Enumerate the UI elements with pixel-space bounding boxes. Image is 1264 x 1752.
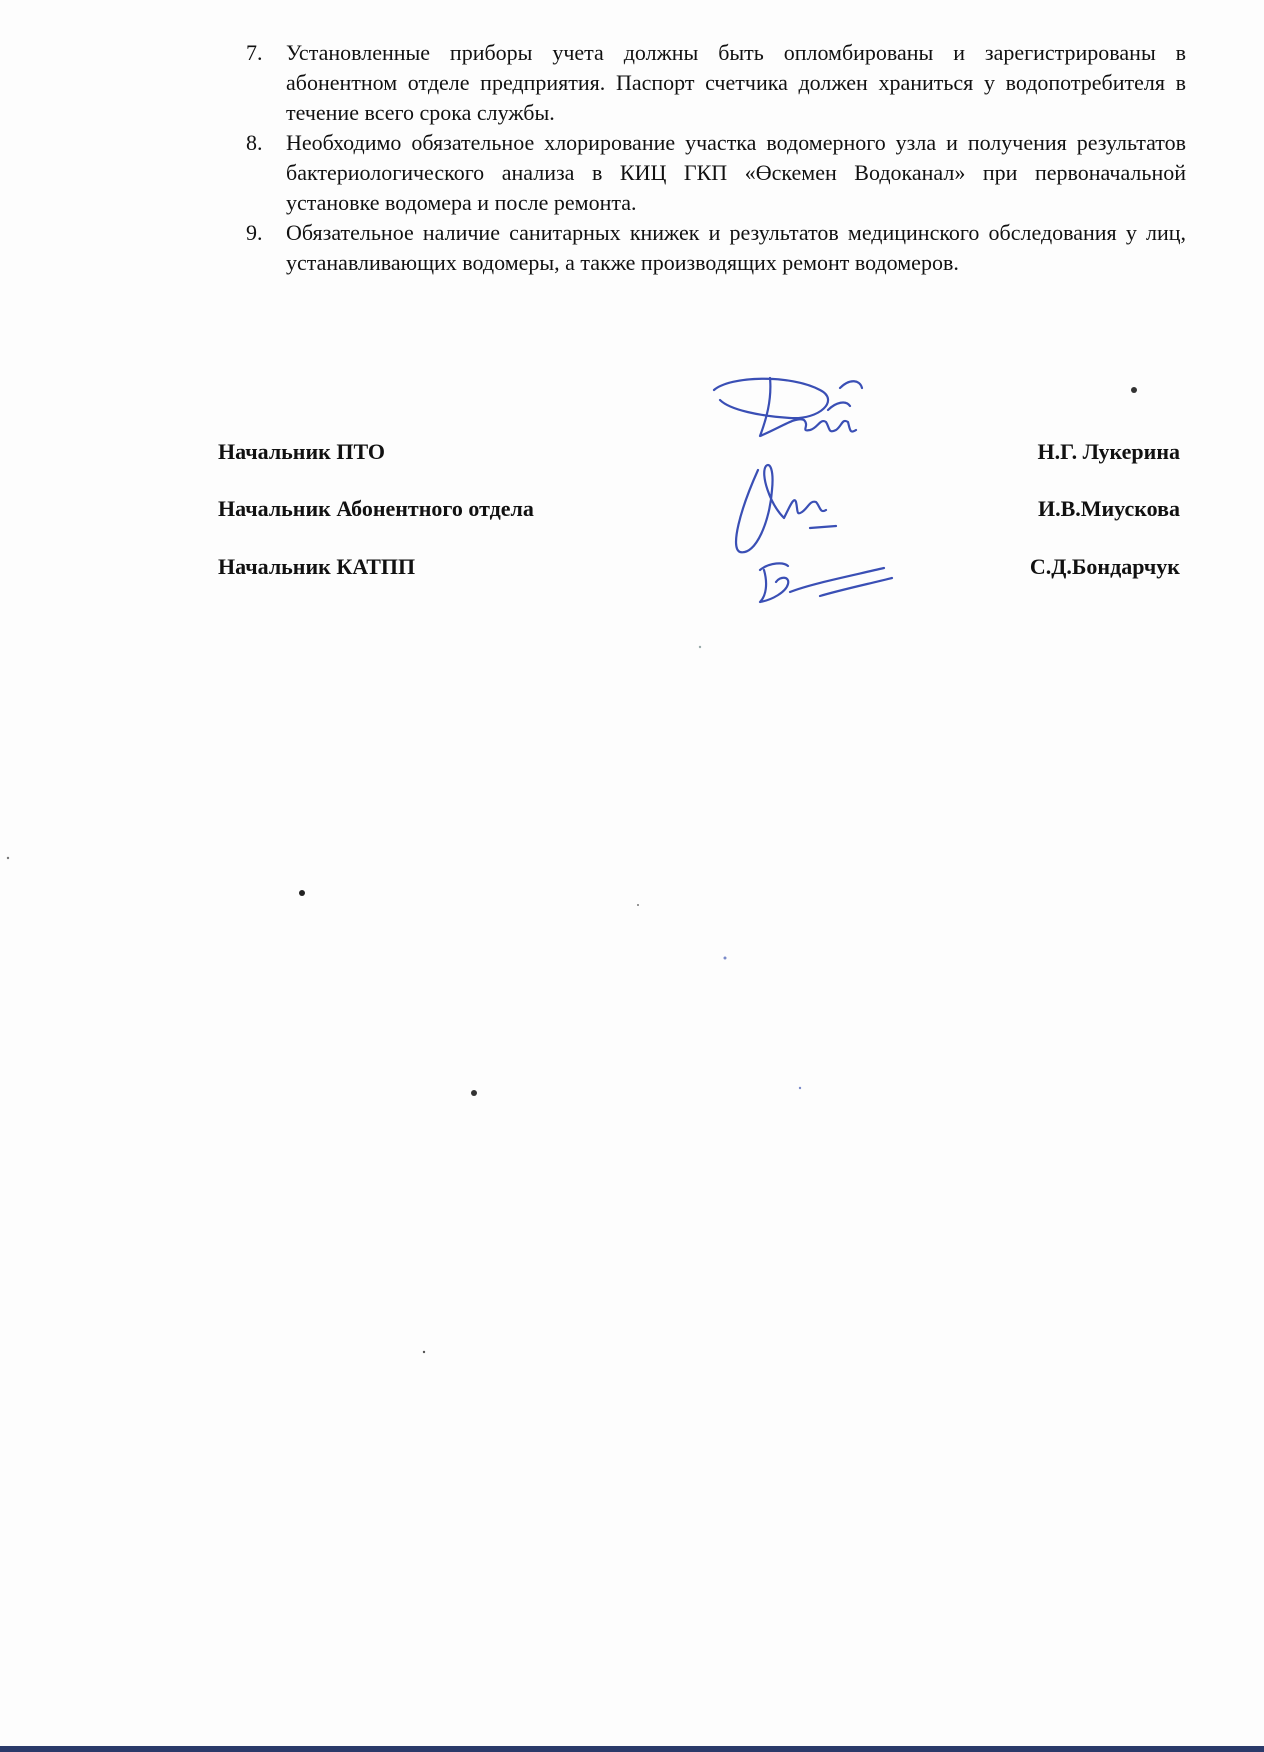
signatory-name: И.В.Миускова — [1037, 496, 1180, 521]
list-item-number: 9. — [246, 220, 263, 245]
list-item — [246, 218, 1186, 278]
signatory-name: Н.Г. Лукерина — [1037, 439, 1180, 464]
signatory-row-subscriber-dept — [218, 494, 1180, 524]
scan-bottom-edge — [0, 1746, 1264, 1752]
list-item-text: Необходимо обязательное хлорирование участка водомерного узла и получения результатов бактериологического анализа в КИЦ ГКП «Өскемен Водоканал» при первоначальной установке водомера и после ремонта. — [286, 130, 1186, 215]
requirements-list — [246, 38, 1186, 278]
list-item-text: Обязательное наличие санитарных книжек и результатов медицинского обследования у лиц, устанавливающих водомеры, а также производящих ремонт водомеров. — [286, 220, 1186, 275]
signatory-name: С.Д.Бондарчук — [1029, 554, 1180, 579]
signature-pto — [714, 378, 862, 436]
list-item-number: 8. — [246, 130, 263, 155]
signatory-row-pto — [218, 437, 1180, 467]
signatory-row-katpp — [218, 552, 1180, 582]
list-item — [246, 128, 1186, 218]
list-item — [246, 38, 1186, 128]
signatory-title: Начальник Абонентного отдела — [218, 496, 534, 521]
list-item-text: Установленные приборы учета должны быть опломбированы и зарегистрированы в абонентном отделе предприятия. Паспорт счетчика должен храниться у водопотребителя в течение всего срока службы. — [286, 40, 1186, 125]
list-item-number: 7. — [246, 40, 263, 65]
signatory-title: Начальник КАТПП — [218, 554, 416, 579]
signatory-title: Начальник ПТО — [218, 439, 385, 464]
